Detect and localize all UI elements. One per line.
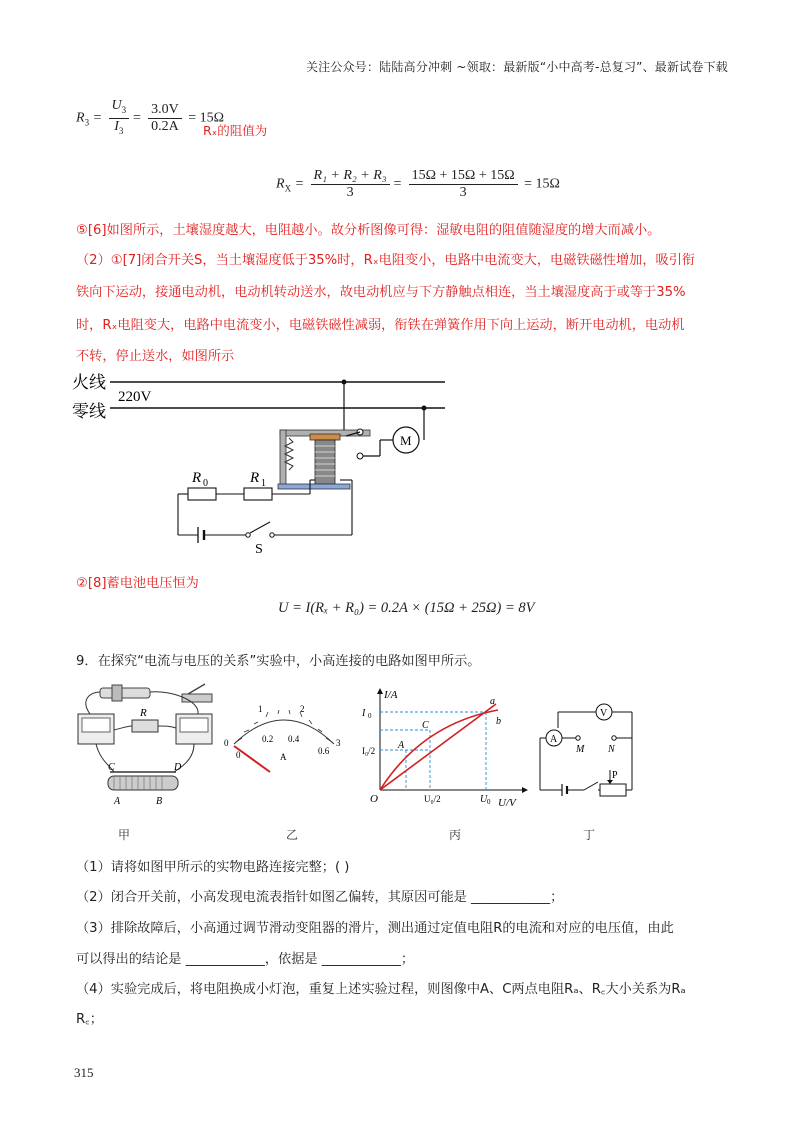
- svg-text:220V: 220V: [118, 389, 152, 405]
- svg-text:C: C: [108, 762, 115, 773]
- svg-text:R: R: [192, 470, 202, 486]
- figure-jia-apparatus: [70, 680, 220, 808]
- svg-text:M: M: [400, 433, 412, 448]
- svg-text:1: 1: [261, 478, 266, 489]
- svg-text:零线: 零线: [72, 402, 106, 422]
- svg-text:A: A: [398, 740, 405, 751]
- formula-rx: $R_X$ = $\frac{\text{R₁ + R₂ + R₃}}{3}$ = $\frac{15\Omega + 15\Omega + 15\Omega}{3}$ = 15Ω: [276, 168, 560, 200]
- svg-text:A: A: [280, 752, 287, 762]
- question-part-4-line2: R꜀；: [76, 1012, 103, 1027]
- svg-text:0: 0: [368, 712, 372, 720]
- solution-p2-line3: 时，Rₓ电阻变大，电路中电流变小，电磁铁磁性减弱，衔铁在弹簧作用下向上运动，断开电动机，电动机: [76, 318, 685, 333]
- figure-bing-graph: [362, 684, 532, 810]
- svg-text:S: S: [255, 542, 263, 557]
- svg-text:V: V: [600, 708, 608, 719]
- svg-text:0: 0: [224, 738, 229, 748]
- svg-text:I/A: I/A: [384, 689, 398, 701]
- svg-text:A: A: [114, 796, 121, 807]
- solution-p2-line4: 不转，停止送水，如图所示: [76, 349, 235, 364]
- svg-text:3: 3: [336, 738, 341, 748]
- solution-p8: ②[8]蓄电池电压恒为: [76, 576, 199, 591]
- svg-text:U/V: U/V: [498, 797, 516, 809]
- svg-text:火线: 火线: [72, 373, 106, 393]
- solution-p2-line1: （2）①[7]闭合开关S，当土壤湿度低于35%时，Rₓ电阻变小，电路中电流变大，电磁铁磁性增加，吸引衔: [76, 253, 696, 268]
- formula-r3: $R_3$ = $\frac{U_3}{I_3}$ = $\frac{3.0V}{0.2A}$ = 15Ω: [76, 98, 225, 136]
- solution-p2-line2: 铁向下运动，接通电动机，电动机转动送水，故电动机应与下方静触点相连，当土壤湿度高于或等于35%: [76, 285, 686, 300]
- question-stem: 9．在探究“电流与电压的关系”实验中，小高连接的电路如图甲所示。: [76, 654, 481, 669]
- svg-text:I₀/2: I₀/2: [362, 746, 376, 756]
- svg-text:B: B: [156, 796, 163, 807]
- svg-text:0.4: 0.4: [288, 734, 300, 744]
- svg-text:0: 0: [487, 798, 491, 806]
- svg-text:0.6: 0.6: [318, 746, 330, 756]
- svg-text:R: R: [250, 470, 260, 486]
- question-part-3-line2: 可以得出的结论是 ____________，依据是 ____________；: [76, 952, 415, 967]
- svg-text:U: U: [480, 794, 488, 805]
- svg-text:0: 0: [236, 750, 241, 760]
- svg-text:1: 1: [258, 704, 263, 714]
- page-number: 315: [74, 1065, 94, 1080]
- question-part-2: （2）闭合开关前，小高发现电流表指针如图乙偏转，其原因可能是 ____________；: [76, 890, 564, 905]
- caption-ding: 丁: [583, 828, 596, 842]
- question-part-3-line1: （3）排除故障后，小高通过调节滑动变阻器的滑片，测出通过定值电阻R的电流和对应的电压值，由此: [76, 921, 674, 936]
- rx-note: Rₓ的阻值为: [203, 123, 268, 138]
- svg-text:A: A: [550, 734, 558, 745]
- question-part-1: （1）请将如图甲所示的实物电路连接完整；( ): [76, 860, 350, 875]
- svg-text:b: b: [496, 716, 501, 727]
- relay-circuit-diagram: [70, 368, 460, 558]
- page-header: 关注公众号：陆陆高分冲刺 ~领取：最新版“小中高考-总复习”、最新试卷下载: [305, 60, 728, 74]
- svg-text:C: C: [422, 720, 429, 731]
- svg-text:0.2: 0.2: [262, 734, 274, 744]
- svg-text:2: 2: [300, 704, 305, 714]
- formula-u: U = I(Rₓ + R₀) = 0.2A × (15Ω + 25Ω) = 8V: [278, 600, 535, 616]
- svg-text:a: a: [490, 696, 495, 707]
- solution-p5: ⑤[6]如图所示，土壤湿度越大，电阻越小。故分析图像可得：湿敏电阻的阻值随湿度的增大而减小。: [76, 223, 661, 238]
- svg-text:I: I: [362, 708, 366, 719]
- svg-text:O: O: [370, 793, 378, 805]
- svg-text:N: N: [608, 744, 615, 755]
- svg-text:P: P: [612, 770, 618, 781]
- figure-ding-circuit: [536, 698, 636, 804]
- caption-jia: 甲: [118, 828, 131, 842]
- question-part-4-line1: （4）实验完成后，将电阻换成小灯泡，重复上述实验过程，则图像中A、C两点电阻Rₐ、R꜀大小关系为Rₐ: [76, 982, 686, 997]
- svg-text:M: M: [576, 744, 585, 755]
- svg-text:R: R: [140, 707, 147, 719]
- caption-yi: 乙: [286, 828, 299, 842]
- figure-yi-ammeter: [222, 700, 346, 780]
- svg-text:U₀/2: U₀/2: [424, 794, 441, 804]
- svg-text:D: D: [174, 762, 182, 773]
- caption-bing: 丙: [449, 828, 462, 842]
- svg-text:0: 0: [203, 478, 208, 489]
